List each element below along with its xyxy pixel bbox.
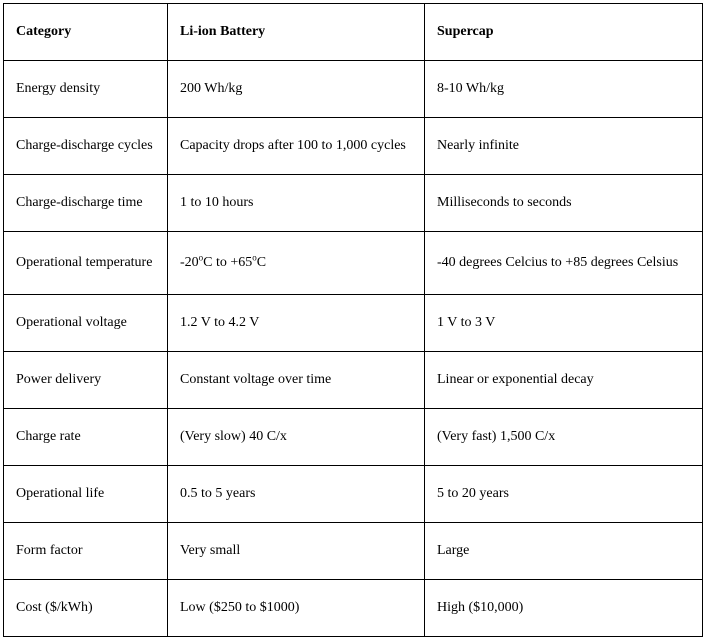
liion-cell <box>168 232 425 295</box>
supercap-cell: -40 degrees Celcius to +85 degrees Celsius <box>425 232 703 295</box>
table-row <box>4 352 703 409</box>
category-cell: Operational voltage <box>4 295 168 352</box>
supercap-cell: High ($10,000) <box>425 580 703 637</box>
liion-cell: 200 Wh/kg <box>168 61 425 118</box>
category-cell: Charge-discharge cycles <box>4 118 168 175</box>
liion-cell: 1.2 V to 4.2 V <box>168 295 425 352</box>
liion-cell: Very small <box>168 523 425 580</box>
degree-symbol: o <box>198 252 204 263</box>
table-row <box>4 295 703 352</box>
category-cell: Energy density <box>4 61 168 118</box>
liion-cell: Capacity drops after 100 to 1,000 cycles <box>168 118 425 175</box>
category-cell: Cost ($/kWh) <box>4 580 168 637</box>
liion-cell: Low ($250 to $1000) <box>168 580 425 637</box>
table-row <box>4 466 703 523</box>
table-row <box>4 409 703 466</box>
supercap-cell: Milliseconds to seconds <box>425 175 703 232</box>
category-cell: Power delivery <box>4 352 168 409</box>
category-cell: Form factor <box>4 523 168 580</box>
temp-unit: C <box>256 255 267 270</box>
comparison-table <box>3 3 703 637</box>
supercap-cell: 8-10 Wh/kg <box>425 61 703 118</box>
table-row <box>4 61 703 118</box>
supercap-cell: Linear or exponential decay <box>425 352 703 409</box>
liion-cell: 0.5 to 5 years <box>168 466 425 523</box>
category-cell: Operational life <box>4 466 168 523</box>
table-row <box>4 523 703 580</box>
table-row <box>4 232 703 295</box>
table-row <box>4 580 703 637</box>
degree-symbol: o <box>252 252 257 263</box>
table-row <box>4 118 703 175</box>
liion-cell: Constant voltage over time <box>168 352 425 409</box>
header-liion-battery: Li-ion Battery <box>168 4 425 61</box>
temp-mid-text: C to +65 <box>203 255 253 270</box>
liion-cell: 1 to 10 hours <box>168 175 425 232</box>
supercap-cell: Large <box>425 523 703 580</box>
liion-cell: (Very slow) 40 C/x <box>168 409 425 466</box>
header-supercap: Supercap <box>425 4 703 61</box>
supercap-cell: 1 V to 3 V <box>425 295 703 352</box>
category-cell: Operational temperature <box>4 232 168 295</box>
supercap-cell: (Very fast) 1,500 C/x <box>425 409 703 466</box>
category-cell: Charge rate <box>4 409 168 466</box>
header-category: Category <box>4 4 168 61</box>
category-cell: Charge-discharge time <box>4 175 168 232</box>
supercap-cell: Nearly infinite <box>425 118 703 175</box>
supercap-cell: 5 to 20 years <box>425 466 703 523</box>
temp-low-value: -20 <box>180 255 199 270</box>
table-row <box>4 175 703 232</box>
header-row <box>4 4 703 61</box>
